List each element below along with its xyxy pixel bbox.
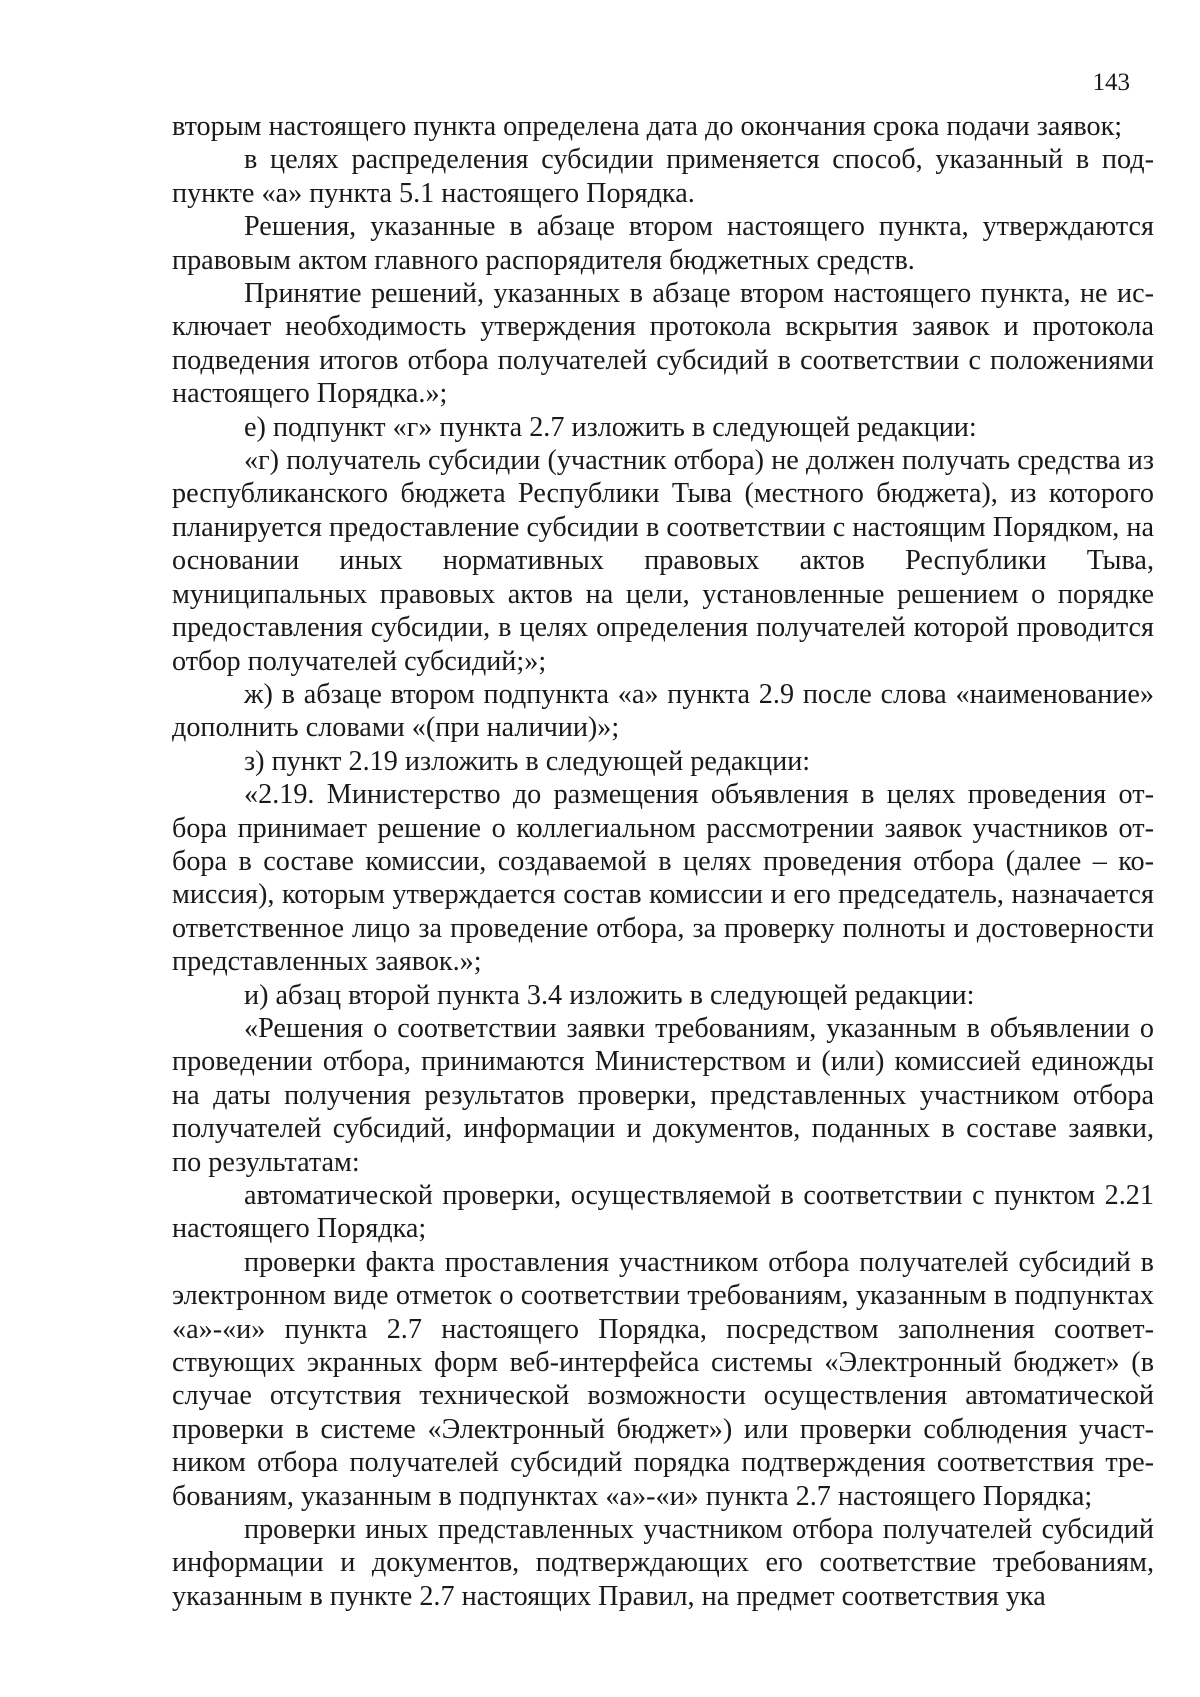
document-body	[172, 110, 1154, 1613]
paragraph: Решения, указанные в абзаце втором настоящего пункта, утверждаются правовым актом главного распорядителя бюджетных средств.	[172, 211, 1154, 276]
paragraph: проверки иных представленных участником отбора получателей субсидий информации и документов, подтверждающих его соответствие требованиям, указанным в пункте 2.7 настоящих Правил, на предмет соответствия ука	[172, 1514, 1154, 1612]
page-number: 143	[1092, 69, 1130, 96]
paragraph: в целях распределения субсидии применяется способ, указанный в подпункте «а» пункта 5.1 настоящего Порядка.	[172, 144, 1154, 209]
paragraph: автоматической проверки, осуществляемой в соответствии с пунктом 2.21 настоящего Порядка;	[172, 1180, 1154, 1245]
paragraph-subitem-i: и) абзац второй пункта 3.4 изложить в следующей редакции:	[244, 979, 975, 1011]
paragraph-subitem-zh: ж) в абзаце втором подпункта «а» пункта 2.9 после слова «наименование» дополнить словами «(при наличии)»;	[172, 678, 1154, 744]
paragraph: проверки факта проставления участником отбора получателей субсидий в электронном виде отметок о соответствии требованиям, указанным в подпунктах «а»-«и» пункта 2.7 настоящего Порядка, посредством заполнения соответствующих экранных форм веб-интерфейса системы «Электронный бюджет» (в случае отсутствия технической возможности осуществления автоматической проверки в системе «Электронный бюджет») или проверки соблюдения участником отбора получателей субсидий порядка подтверждения соответствия требованиям, указанным в подпунктах «а»-«и» пункта 2.7 настоящего Порядка;	[172, 1246, 1154, 1512]
paragraph-subitem-e: е) подпункт «г» пункта 2.7 изложить в следующей редакции:	[244, 411, 977, 443]
paragraph-continuation: вторым настоящего пункта определена дата до окончания срока подачи заявок;	[172, 111, 1123, 142]
paragraph-subitem-z: з) пункт 2.19 изложить в следующей редакции:	[244, 745, 811, 777]
paragraph-quote-g: «г) получатель субсидии (участник отбора) не должен получать средства из республиканского бюджета Республики Тыва (местного бюджета), из которого планируется предоставление субсидии в соответствии с настоящим Порядком, на основании иных нормативных правовых актов Республики Тыва, муниципальных правовых актов на цели, установленные решением о порядке предоставления субсидии, в целях определения получателей которой проводится отбор получателей субсидий;»;	[172, 445, 1154, 677]
paragraph-quote-decisions: «Решения о соответствии заявки требованиям, указанным в объявлении о проведении отбора, принимаются Министерством и (или) комиссией единожды на даты получения результатов проверки, представленных участником отбора получателей субсидий, информации и документов, поданных в составе заявки, по результатам:	[172, 1012, 1154, 1178]
paragraph: Принятие решений, указанных в абзаце втором настоящего пункта, не исключает необходимость утверждения протокола вскрытия заявок и протокола подведения итогов отбора получателей субсидий в соответствии с положениями настоящего Порядка.»;	[172, 278, 1154, 410]
paragraph-quote-2-19: «2.19. Министерство до размещения объявления в целях проведения отбора принимает решение о коллегиальном рассмотрении заявок участников отбора в составе комиссии, создаваемой в целях проведения отбора (далее – комиссия), которым утверждается состав комиссии и его председатель, назначается ответственное лицо за проведение отбора, за проверку полноты и достоверности представленных заявок.»;	[172, 779, 1154, 978]
